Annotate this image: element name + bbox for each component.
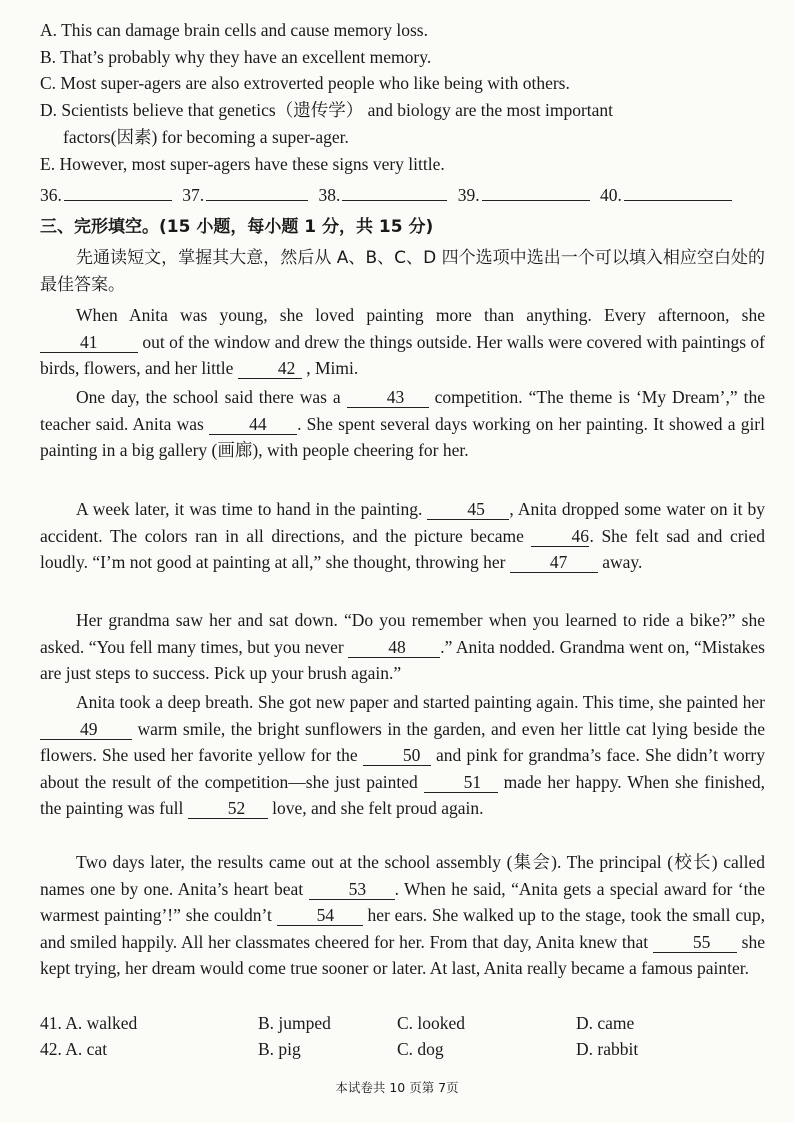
blank-52[interactable]: 52 [188,798,268,819]
answer-blank-36[interactable] [64,182,172,201]
blank-43[interactable]: 43 [347,387,429,408]
answer-label-38: 38. [318,185,341,205]
q41-option-b[interactable]: B. jumped [258,1013,331,1033]
answer-blank-40[interactable] [624,182,732,201]
section-heading: 三、完形填空。(15 小题，每小题 1 分，共 15 分) [40,217,434,237]
q42-option-c[interactable]: C. dog [397,1039,444,1059]
blank-55[interactable]: 55 [653,932,737,953]
option-d: D. Scientists believe that genetics（遗传学） and biology are the most important [40,100,614,120]
answer-label-36: 36. [40,185,62,205]
blank-42[interactable]: 42 [238,358,302,379]
blank-45[interactable]: 45 [427,499,509,520]
option-b: B. That’s probably why they have an excellent memory. [40,47,432,67]
q42-option-b[interactable]: B. pig [258,1039,301,1059]
option-e: E. However, most super-agers have these signs very little. [40,154,445,174]
paragraph-4: Her grandma saw her and sat down. “Do you remember when you learned to ride a bike?” she asked. “You fell many times, but you never 48 .” Anita nodded. Grandma went on, “Mistakes are just steps to success. Pick up your brush again.” [40,610,765,683]
blank-47[interactable]: 47 [510,552,598,573]
option-a: A. This can damage brain cells and cause memory loss. [40,20,428,40]
option-d-continued: factors(因素) for becoming a super-ager. [63,127,349,147]
blank-54[interactable]: 54 [277,905,363,926]
answer-blanks-row [40,182,732,209]
answer-blank-39[interactable] [482,182,590,201]
blank-48[interactable]: 48 [348,637,440,658]
question-42 [40,1036,770,1062]
blank-50[interactable]: 50 [363,745,431,766]
paragraph-3: A week later, it was time to hand in the painting. 45 , Anita dropped some water on it by accident. The colors ran in all directions, and the picture became 46. She felt sad and cried loudly. “I’m not good at painting at all,” she thought, throwing her 47 away. [40,499,766,572]
blank-44[interactable]: 44 [209,414,297,435]
blank-41[interactable]: 41 [40,332,138,353]
q41-option-a[interactable]: 41. A. walked [40,1013,138,1033]
blank-51[interactable]: 51 [424,772,498,793]
q42-option-d[interactable]: D. rabbit [576,1039,639,1059]
answer-label-39: 39. [457,185,480,205]
paragraph-1: When Anita was young, she loved painting more than anything. Every afternoon, she 41 out of the window and drew the things outside. Her walls were covered with paintings of birds, flowers, and her little 42 , Mimi. [40,305,765,378]
page-footer: 本试卷共 10 页第 7页 [335,1080,459,1095]
question-41 [40,1010,770,1036]
q42-option-a[interactable]: 42. A. cat [40,1039,108,1059]
answer-label-37: 37. [182,185,205,205]
paragraph-5: Anita took a deep breath. She got new paper and started painting again. This time, she painted her 49 warm smile, the bright sunflowers in the garden, and even her little cat lying beside the flowers. She used her favorite yellow for the 50 and pink for grandma’s face. She didn’t worry about the result of the competition—she just painted 51 made her happy. When she finished, the painting was full 52 love, and she felt proud again. [40,692,766,818]
option-c: C. Most super-agers are also extroverted people who like being with others. [40,73,570,93]
blank-53[interactable]: 53 [309,879,395,900]
q41-option-d[interactable]: D. came [576,1013,635,1033]
answer-label-40: 40. [600,185,622,205]
blank-46[interactable]: 46 [531,526,589,547]
blank-49[interactable]: 49 [40,719,132,740]
instructions: 先通读短文，掌握其大意，然后从 A、B、C、D 四个选项中选出一个可以填入相应空白处的最佳答案。 [40,248,765,295]
paragraph-2: One day, the school said there was a 43 competition. “The theme is ‘My Dream’,” the teacher said. Anita was 44 . She spent several days working on her painting. It showed a girl painting in a big gallery (画廊), with people cheering for her. [40,387,765,460]
q41-option-c[interactable]: C. looked [397,1013,466,1033]
paragraph-6: Two days later, the results came out at the school assembly (集会). The principal (校长) called names one by one. Anita’s heart beat 53 . When he said, “Anita gets a special award for ‘the warmest painting’!” she couldn’t 54 her ears. She walked up to the stage, took the small cup, and smiled happily. All her classmates cheered for her. From that day, Anita knew that 55 she kept trying, her dream would come true sooner or later. At last, Anita really became a famous painter. [40,852,766,978]
answer-blank-37[interactable] [206,182,308,201]
answer-blank-38[interactable] [342,182,447,201]
